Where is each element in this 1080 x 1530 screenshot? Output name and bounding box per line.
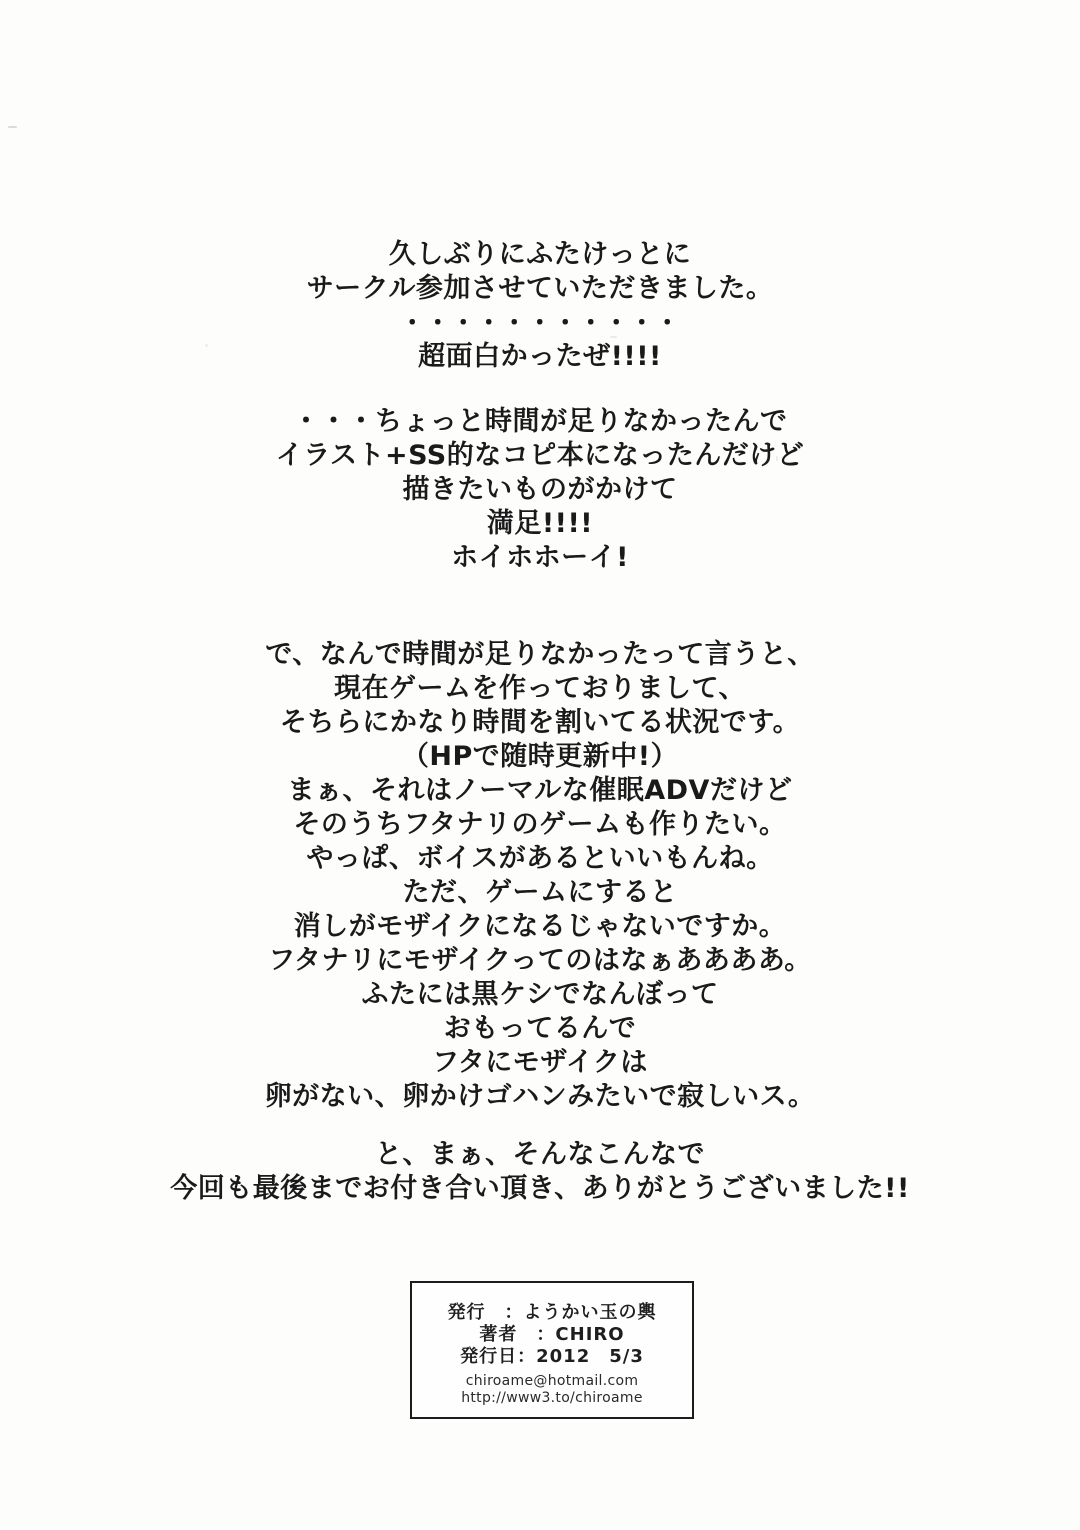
afterword-line: サークル参加させていただきました。 (306, 273, 774, 304)
afterword-line: ホイホホーイ! (451, 542, 629, 573)
colophon-publisher: 発行 ：ようかい玉の輿 (447, 1302, 657, 1323)
afterword-line: そちらにかなり時間を割いてる状況です。 (279, 707, 801, 738)
afterword-line: イラスト+SS的なコピ本になったんだけど (275, 440, 805, 471)
afterword-line: 久しぶりにふたけっとに (388, 239, 692, 270)
afterword-line: で、なんで時間が足りなかったって言うと、 (265, 639, 815, 670)
afterword-line: ふたには黒ケシでなんぼって (361, 979, 719, 1010)
afterword-line: 消しがモザイクになるじゃないですか。 (293, 911, 787, 942)
dotted-separator: ・・・・・・・・・・・ (399, 308, 681, 337)
afterword-line: そのうちフタナリのゲームも作りたい。 (293, 809, 787, 840)
afterword-line: ただ、ゲームにすると (402, 877, 678, 908)
afterword-line: ・・・ちょっと時間が足りなかったんで (292, 406, 788, 437)
afterword-line: おもってるんで (443, 1013, 637, 1044)
afterword-line: （HPで随時更新中!） (401, 741, 679, 772)
afterword-block-closing (0, 1138, 1080, 1206)
afterword-line: フタにモザイクは (432, 1047, 648, 1078)
afterword-block-intro (0, 238, 1080, 374)
colophon-email: chiroame@hotmail.com (465, 1373, 639, 1389)
scan-speck (205, 344, 208, 347)
scan-speck (610, 336, 617, 338)
afterword-line: 超面白かったぜ!!!! (418, 341, 662, 372)
scan-speck (8, 126, 17, 128)
colophon-date: 発行日：2012 5/3 (460, 1346, 644, 1367)
afterword-line: 今回も最後までお付き合い頂き、ありがとうございました!! (170, 1173, 910, 1204)
afterword-line: まぁ、それはノーマルな催眠ADVだけど (287, 775, 793, 806)
colophon-url: http://www3.to/chiroame (461, 1390, 643, 1406)
scan-speck (776, 456, 778, 461)
afterword-line: 描きたいものがかけて (402, 474, 678, 505)
afterword-line: と、まぁ、そんなこんなで (375, 1139, 705, 1170)
afterword-line: やっぱ、ボイスがあるといいもんね。 (306, 843, 774, 874)
afterword-block-copybook (0, 405, 1080, 575)
afterword-line: 現在ゲームを作っておりまして、 (334, 673, 746, 704)
afterword-line: 卵がない、卵かけゴハンみたいで寂しいス。 (264, 1081, 816, 1112)
afterword-line: フタナリにモザイクってのはなぁああああ。 (268, 945, 812, 976)
colophon-author: 著者 ：CHIRO (479, 1324, 625, 1345)
afterword-block-game (0, 638, 1080, 1114)
colophon-box (410, 1281, 694, 1419)
afterword-line: 満足!!!! (486, 508, 594, 539)
